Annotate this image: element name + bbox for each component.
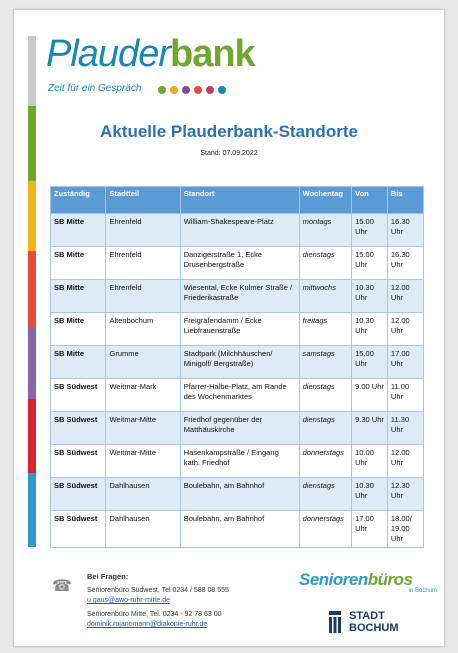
- cell-von: 9.30 Uhr: [352, 412, 388, 445]
- side-color-bar: [28, 36, 36, 547]
- bochum-text: [349, 610, 399, 634]
- bochum-line1: STADT: [349, 610, 385, 622]
- cell-standort: Freigrafendamm / Ecke Liebfrauenstraße: [180, 313, 299, 346]
- table-body: [51, 214, 424, 548]
- side-color-segment: [28, 473, 36, 547]
- cell-stadtteil: Weitmar-Mark: [106, 379, 180, 412]
- cell-zustaendig: SB Mitte: [51, 214, 106, 247]
- cell-standort: Hasenkampstraße / Eingang kath. Friedhof: [180, 445, 299, 478]
- table-row: [51, 346, 424, 379]
- cell-zustaendig: SB Mitte: [51, 247, 106, 280]
- plauderbank-logo: [46, 33, 255, 103]
- cell-bis: 16.30 Uhr: [387, 214, 423, 247]
- cell-von: 17.00 Uhr: [352, 511, 388, 548]
- cell-wochentag: dienstags: [299, 379, 351, 412]
- cell-standort: William-Shakespeare-Platz: [180, 214, 299, 247]
- logo-dot: [194, 86, 202, 94]
- logo-dots: [158, 81, 230, 99]
- email-link-suedwest[interactable]: u.gaus@awo-ruhr-mitte.de: [87, 597, 170, 604]
- cell-stadtteil: Ehrenfeld: [106, 214, 180, 247]
- header-stadtteil: Stadtteil: [106, 187, 180, 214]
- header-zustaendig: Zuständig: [51, 187, 106, 214]
- table-row: [51, 247, 424, 280]
- email-link-mitte[interactable]: dominik.rojanomann@diakonie-ruhr.de: [87, 621, 208, 628]
- header-von: Von: [352, 187, 388, 214]
- cell-stadtteil: Dahlhausen: [106, 478, 180, 511]
- cell-von: 10.30 Uhr: [352, 313, 388, 346]
- side-color-segment: [28, 36, 36, 106]
- cell-von: 10.30 Uhr: [352, 478, 388, 511]
- cell-stadtteil: Dahlhausen: [106, 511, 180, 548]
- cell-bis: 12.00 Uhr: [387, 280, 423, 313]
- seniorenbueros-part1: Senioren: [299, 570, 368, 589]
- cell-bis: 16.30 Uhr: [387, 247, 423, 280]
- logo-dot: [218, 86, 226, 94]
- cell-standort: Boulebahn, am Bahnhof: [180, 511, 299, 548]
- table-row: [51, 445, 424, 478]
- cell-stadtteil: Grumme: [106, 346, 180, 379]
- cell-wochentag: mittwochs: [299, 280, 351, 313]
- cell-standort: Boulebahn, am Bahnhof: [180, 478, 299, 511]
- cell-von: 10.00 Uhr: [352, 445, 388, 478]
- cell-stadtteil: Weitmar-Mitte: [106, 412, 180, 445]
- document-page: [13, 9, 445, 647]
- contact-line-mitte: Seniorenbüro Mitte, Tel. 0234 - 92 78 63 00: [87, 611, 222, 618]
- cell-standort: Friedhof gegenüber der Matthäuskirche: [180, 412, 299, 445]
- logo-title: [46, 33, 255, 76]
- seniorenbueros-logo: [299, 570, 439, 594]
- cell-standort: Danzigerstraße 1, Ecke Drusenbergstraße: [180, 247, 299, 280]
- side-color-segment: [28, 251, 36, 327]
- phone-icon: ☎: [52, 578, 72, 595]
- locations-table: [50, 186, 424, 548]
- logo-dot: [182, 86, 190, 94]
- table-row: [51, 280, 424, 313]
- cell-stadtteil: Ehrenfeld: [106, 280, 180, 313]
- cell-bis: 11.30 Uhr: [387, 412, 423, 445]
- cell-bis: 12.00 Uhr: [387, 445, 423, 478]
- cell-zustaendig: SB Südwest: [51, 379, 106, 412]
- logo-dot: [170, 86, 178, 94]
- contact-heading: Bei Fragen:: [87, 572, 129, 581]
- seniorenbueros-subtitle: in Bochum: [408, 588, 437, 594]
- cell-bis: 12.30 Uhr: [387, 478, 423, 511]
- cell-bis: 11.00 Uhr: [387, 379, 423, 412]
- logo-title-part1: Plauder: [46, 33, 170, 75]
- header-standort: Standort: [180, 187, 299, 214]
- cell-wochentag: dienstags: [299, 412, 351, 445]
- cell-standort: Stadtpark (Milchhäuschen/ Minigolf/ Bergstraße): [180, 346, 299, 379]
- table-row: [51, 478, 424, 511]
- cell-stadtteil: Ehrenfeld: [106, 247, 180, 280]
- seniorenbueros-title: [299, 570, 439, 590]
- cell-zustaendig: SB Südwest: [51, 412, 106, 445]
- cell-wochentag: dienstags: [299, 247, 351, 280]
- cell-zustaendig: SB Mitte: [51, 280, 106, 313]
- cell-standort: Wiesental, Ecke Kulmer Straße / Friederikastraße: [180, 280, 299, 313]
- cell-bis: 18.00/ 19.00 Uhr: [387, 511, 423, 548]
- cell-von: 15.00 Uhr: [352, 346, 388, 379]
- table-header-row: [51, 187, 424, 214]
- cell-bis: 12.00 Uhr: [387, 313, 423, 346]
- stand-date: Stand: 07.09.2022: [200, 150, 258, 157]
- cell-bis: 17.00 Uhr: [387, 346, 423, 379]
- cell-von: 10.30 Uhr: [352, 280, 388, 313]
- logo-title-part2: bank: [169, 33, 255, 75]
- table-row: [51, 412, 424, 445]
- table-row: [51, 214, 424, 247]
- cell-von: 15.00 Uhr: [352, 214, 388, 247]
- header-wochentag: Wochentag: [299, 187, 351, 214]
- cell-zustaendig: SB Südwest: [51, 478, 106, 511]
- cell-wochentag: montags: [299, 214, 351, 247]
- page-title: Aktuelle Plauderbank-Standorte: [100, 122, 358, 141]
- table-row: [51, 511, 424, 548]
- contact-info: [87, 572, 229, 630]
- cell-wochentag: dienstags: [299, 478, 351, 511]
- table-row: [51, 379, 424, 412]
- side-color-segment: [28, 327, 36, 399]
- bochum-crest-icon: [329, 611, 341, 633]
- side-color-segment: [28, 399, 36, 473]
- header-bis: Bis: [387, 187, 423, 214]
- table-row: [51, 313, 424, 346]
- cell-zustaendig: SB Südwest: [51, 445, 106, 478]
- cell-wochentag: donnerstags: [299, 511, 351, 548]
- cell-wochentag: freitags: [299, 313, 351, 346]
- logo-dot: [206, 86, 214, 94]
- cell-zustaendig: SB Mitte: [51, 313, 106, 346]
- cell-wochentag: donnerstags: [299, 445, 351, 478]
- contact-line-suedwest: Seniorenbüro Südwest, Tel 0234 / 588 08 555: [87, 587, 229, 594]
- cell-von: 15.00 Uhr: [352, 247, 388, 280]
- cell-von: 9.00 Uhr: [352, 379, 388, 412]
- cell-zustaendig: SB Südwest: [51, 511, 106, 548]
- side-color-segment: [28, 181, 36, 251]
- cell-stadtteil: Weitmar-Mitte: [106, 445, 180, 478]
- side-color-segment: [28, 106, 36, 181]
- seniorenbueros-part2: büros: [367, 570, 413, 589]
- cell-zustaendig: SB Mitte: [51, 346, 106, 379]
- logo-subtitle: Zeit für ein Gespräch: [48, 83, 142, 94]
- cell-standort: Pfarrer-Halbe-Platz, am Rande des Wochenmarktes: [180, 379, 299, 412]
- bochum-line2: BOCHUM: [349, 622, 399, 634]
- cell-stadtteil: Altenbochum: [106, 313, 180, 346]
- cell-wochentag: samstags: [299, 346, 351, 379]
- logo-dot: [158, 86, 166, 94]
